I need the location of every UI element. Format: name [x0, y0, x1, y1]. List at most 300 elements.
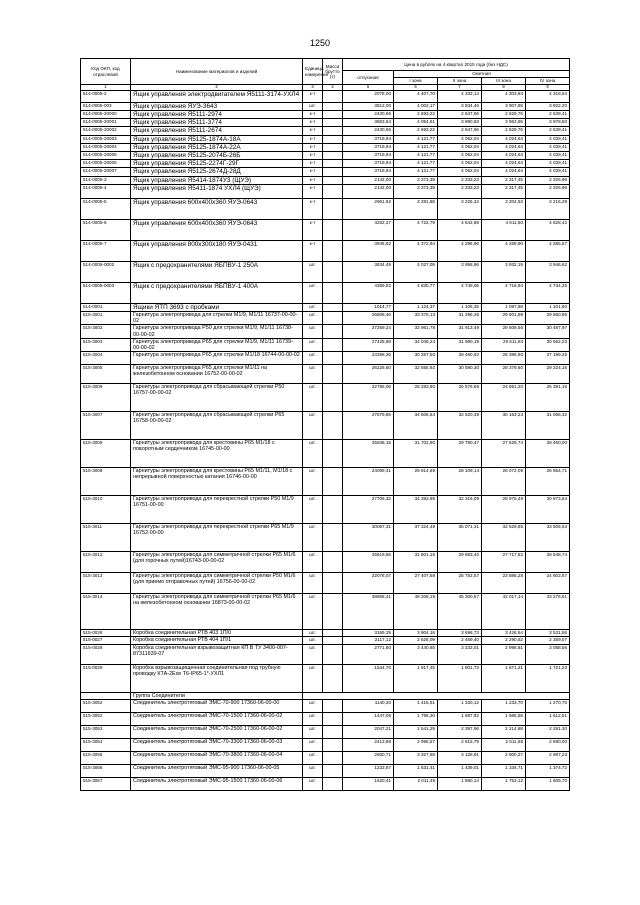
item-unit: шт. [303, 352, 323, 365]
table-row [81, 573, 570, 594]
group-code-cell [81, 692, 131, 699]
item-mass [323, 219, 343, 240]
item-mass [323, 725, 343, 738]
item-code: 514-0005-5 [81, 198, 131, 219]
table-row [81, 111, 570, 119]
price-zone-1: 33 375,13 [394, 312, 438, 325]
price-zone-2: 3 128,91 [438, 751, 482, 764]
table-row [81, 352, 570, 365]
item-name: Гарнитура электропривода Р65 для стрелки М1/18 16744-00-00-02 [131, 352, 303, 365]
price-zone-4: 2 281,30 [526, 725, 570, 738]
header-zone-1: I зона [394, 78, 438, 85]
price-zone-2: 1 105,35 [438, 303, 482, 311]
item-code: 515-3010 [81, 496, 131, 524]
price-zone-3: 1 753,12 [482, 777, 526, 790]
price-zone-1: 27 407,58 [394, 573, 438, 594]
item-unit: шт. [303, 594, 323, 630]
price-release: 3719,94 [343, 143, 394, 151]
price-zone-1: 4 002,17 [394, 102, 438, 110]
price-zone-4: 27 189,25 [526, 352, 570, 365]
item-unit: шт. [303, 325, 323, 338]
price-zone-4: 4 628,42 [526, 219, 570, 240]
item-mass [323, 637, 343, 644]
table-row [81, 384, 570, 412]
table-row [81, 644, 570, 664]
price-zone-4: 1 612,51 [526, 712, 570, 725]
price-zone-2: 1 330,12 [438, 699, 482, 712]
item-mass [323, 184, 343, 198]
item-mass [323, 325, 343, 338]
price-zone-1: 2 373,39 [394, 176, 438, 184]
price-zone-4: 29 224,16 [526, 365, 570, 384]
price-zone-1: 48 209,19 [394, 594, 438, 630]
item-code: 514-0005-20000 [81, 111, 131, 119]
item-code: 515-0028 [81, 644, 131, 664]
price-zone-2: 29 883,40 [438, 552, 482, 573]
table-row [81, 184, 570, 198]
price-zone-2: 2 333,23 [438, 184, 482, 198]
price-zone-4: 31 066,32 [526, 412, 570, 440]
price-release: 4262,37 [343, 219, 394, 240]
price-zone-2: 28 109,14 [438, 468, 482, 496]
price-zone-1: 32 555,92 [394, 365, 438, 384]
item-name: Ящик управления Я5111-2674 [131, 127, 303, 135]
price-zone-2: 3 696,73 [438, 630, 482, 637]
price-zone-3: 27 629,74 [482, 440, 526, 468]
header-zone-4: IV зона [526, 78, 570, 85]
header-release: отпускная [343, 71, 394, 85]
item-name: Гарнитуры электропривода для симметричной стрелки Р50 М1/6 (для приемо отправочных путей) 16756-00-00-02 [131, 573, 303, 594]
price-zone-3: 2 317,45 [482, 184, 526, 198]
item-unit: к-т [303, 184, 323, 198]
item-mass [323, 644, 343, 664]
price-zone-3: 4 611,50 [482, 219, 526, 240]
header-prices-title: Цена в рублях на 4 квартал 2015 года (без НДС) [343, 59, 570, 71]
item-unit: шт. [303, 751, 323, 764]
price-zone-4: 4 285,57 [526, 240, 570, 261]
item-code: 514-0005-4 [81, 184, 131, 198]
table-row [81, 261, 570, 282]
price-zone-4: 1 805,70 [526, 777, 570, 790]
table-header [81, 59, 570, 91]
table-row [81, 325, 570, 338]
item-code: 515-3005 [81, 365, 131, 384]
item-mass [323, 365, 343, 384]
item-unit: шт. [303, 630, 323, 637]
item-code: 515-0027 [81, 637, 131, 644]
item-unit: к-т [303, 90, 323, 102]
price-zone-3: 2 317,45 [482, 176, 526, 184]
table-body [81, 90, 570, 790]
item-code: 515-3054 [81, 738, 131, 751]
price-zone-1: 31 801,15 [394, 552, 438, 573]
price-zone-4: 33 505,63 [526, 524, 570, 552]
price-zone-4: 3 531,56 [526, 630, 570, 637]
item-mass [323, 738, 343, 751]
item-unit: к-т [303, 176, 323, 184]
price-zone-3: 29 601,98 [482, 312, 526, 325]
price-zone-1: 3 904,16 [394, 630, 438, 637]
price-zone-4: 2 639,41 [526, 127, 570, 135]
item-name: Ящик управления Я5111-2974 [131, 111, 303, 119]
price-zone-1: 1 531,41 [394, 764, 438, 777]
price-zone-3: 4 716,94 [482, 282, 526, 303]
price-zone-4: 4 039,41 [526, 168, 570, 176]
price-zone-3: 3 907,88 [482, 102, 526, 110]
price-zone-3: 2 998,81 [482, 644, 526, 664]
table-row [81, 412, 570, 440]
item-mass [323, 312, 343, 325]
table-row [81, 365, 570, 384]
price-zone-2: 29 790,47 [438, 440, 482, 468]
price-zone-3: 1 097,88 [482, 303, 526, 311]
price-zone-3: 4 269,90 [482, 240, 526, 261]
item-code: 514-0005-003 [81, 102, 131, 110]
table-row [81, 168, 570, 176]
item-name: Гарнитуры электропривода для сбрасывающей стрелки Р50 16757-00-00-02 [131, 384, 303, 412]
header-code: Код ОКП, код отраслевой [81, 59, 131, 85]
price-zone-4: 2 325,96 [526, 176, 570, 184]
price-zone-2: 31 990,19 [438, 338, 482, 351]
table-row [81, 637, 570, 644]
item-unit: шт. [303, 468, 323, 496]
price-zone-4: 4 039,41 [526, 152, 570, 160]
price-zone-4: 28 460,00 [526, 440, 570, 468]
item-code: 515-3006 [81, 384, 131, 412]
column-number: 3 [303, 85, 323, 91]
table-row [81, 135, 570, 143]
item-name: Ящик управления 800х300х180 ЯУЭ-0431 [131, 240, 303, 261]
item-name: Ящик управления Я5125-2674Д-28Д [131, 168, 303, 176]
table-row [81, 160, 570, 168]
price-zone-2: 2 333,23 [438, 176, 482, 184]
price-zone-2: 2 647,66 [438, 127, 482, 135]
table-row [81, 524, 570, 552]
item-mass [323, 102, 343, 110]
item-code: 515-3004 [81, 352, 131, 365]
price-zone-3: 29 975,49 [482, 496, 526, 524]
item-code: 515-0026 [81, 630, 131, 637]
price-zone-3: 4 303,84 [482, 90, 526, 102]
price-zone-3: 3 963,95 [482, 119, 526, 127]
price-zone-3: 26 072,09 [482, 468, 526, 496]
price-zone-1: 4 121,77 [394, 168, 438, 176]
item-mass [323, 303, 343, 311]
price-zone-1: 3 281,86 [394, 198, 438, 219]
item-mass [323, 127, 343, 135]
item-mass [323, 468, 343, 496]
price-zone-2: 4 333,14 [438, 90, 482, 102]
price-release: 38858,41 [343, 594, 394, 630]
item-mass [323, 712, 343, 725]
price-zone-2: 1 890,14 [438, 777, 482, 790]
item-name: Ящик управления Я5125-1874А-18А [131, 135, 303, 143]
item-code: 515-3052 [81, 699, 131, 712]
price-zone-3: 2 629,76 [482, 111, 526, 119]
item-name: Гарнитуры электропривода для перекрестной стрелки Р50 М1/9 16751-00-00 [131, 496, 303, 524]
price-zone-3: 24 651,20 [482, 384, 526, 412]
price-release: 2078,00 [343, 90, 394, 102]
item-code: 515-0029 [81, 664, 131, 692]
item-name: Ящик управления Я5111-3774 [131, 119, 303, 127]
item-name: Ящик управления Я5125-1874А-22А [131, 143, 303, 151]
price-release: 2650,71 [343, 751, 394, 764]
item-name: Ящик управления Я5125-2274Г-29Г [131, 160, 303, 168]
item-code: 514-0005-0002 [81, 261, 131, 282]
item-unit: шт. [303, 552, 323, 573]
item-name: Ящик управления 600х400х360 ЯУЭ-0643 [131, 198, 303, 219]
price-zone-1: 31 702,90 [394, 440, 438, 468]
price-zone-1: 2 996,57 [394, 738, 438, 751]
header-name: Наименование материалов и изделий [131, 59, 303, 85]
price-release: 1140,30 [343, 699, 394, 712]
price-zone-4: 29 660,95 [526, 312, 570, 325]
price-zone-2: 2 815,79 [438, 738, 482, 751]
item-code: 515-3056 [81, 764, 131, 777]
table-row [81, 738, 570, 751]
table-row [81, 119, 570, 127]
table-row [81, 143, 570, 151]
price-zone-1: 1 415,51 [394, 699, 438, 712]
price-zone-4: 25 391,16 [526, 384, 570, 412]
price-zone-1: 30 267,50 [394, 352, 438, 365]
item-unit: шт. [303, 664, 323, 692]
item-name: Соединитель электротяговый ЭМС-95-900 17360-06-00-05 [131, 764, 303, 777]
item-code: 515-3009 [81, 468, 131, 496]
price-zone-4: 28 548,74 [526, 552, 570, 573]
header-estimate: Сметная [394, 71, 570, 78]
item-unit: шт. [303, 637, 323, 644]
table-row [81, 240, 570, 261]
price-zone-3: 30 163,24 [482, 412, 526, 440]
price-zone-1: 3 440,65 [394, 644, 438, 664]
item-unit: шт. [303, 261, 323, 282]
column-number: 7 [438, 85, 482, 91]
group-empty-cell [303, 692, 570, 699]
item-name: Коробка соединительная взрывозащитная КП В ТУ 3400-007-87311639-07 [131, 644, 303, 664]
item-unit: шт. [303, 365, 323, 384]
item-mass [323, 352, 343, 365]
price-zone-2: 4 749,05 [438, 282, 482, 303]
table-row [81, 176, 570, 184]
price-zone-3: 42 017,14 [482, 594, 526, 630]
price-zone-3: 3 932,19 [482, 261, 526, 282]
price-release: 2047,21 [343, 725, 394, 738]
column-number: 5 [343, 85, 394, 91]
item-name: Ящик управления Я5411-1874 УХЛ4 (ЩУЭ) [131, 184, 303, 198]
price-zone-3: 1 565,58 [482, 712, 526, 725]
item-mass [323, 135, 343, 143]
price-zone-2: 3 934,46 [438, 102, 482, 110]
table-row [81, 664, 570, 692]
price-zone-1: 1 917,45 [394, 664, 438, 692]
item-code: 514-0005-20001 [81, 119, 131, 127]
table-row [81, 712, 570, 725]
price-zone-4: 3 946,62 [526, 261, 570, 282]
price-release: 25619,56 [343, 552, 394, 573]
price-zone-2: 35 071,31 [438, 524, 482, 552]
price-zone-4: 2 639,41 [526, 111, 570, 119]
price-release: 27259,24 [343, 325, 394, 338]
table-row [81, 127, 570, 135]
table-row [81, 440, 570, 468]
item-name: Ящик управления Я5125-2074Б-26Б [131, 152, 303, 160]
item-unit: шт. [303, 338, 323, 351]
price-zone-2: 3 226,34 [438, 198, 482, 219]
item-code: 514-0005-20005 [81, 152, 131, 160]
price-zone-3: 32 529,85 [482, 524, 526, 552]
item-unit: к-т [303, 119, 323, 127]
column-number: 8 [482, 85, 526, 91]
column-number: 6 [394, 85, 438, 91]
item-mass [323, 119, 343, 127]
header-unit: Единица измерения [303, 59, 323, 85]
price-zone-1: 34 046,24 [394, 338, 438, 351]
price-zone-4: 2 690,00 [526, 738, 570, 751]
price-release: 26228,60 [343, 365, 394, 384]
table-row [81, 198, 570, 219]
price-zone-1: 4 722,79 [394, 219, 438, 240]
item-mass [323, 699, 343, 712]
price-zone-4: 30 562,23 [526, 338, 570, 351]
price-release: 30067,31 [343, 524, 394, 552]
item-unit: шт. [303, 282, 323, 303]
item-unit: шт. [303, 644, 323, 664]
price-zone-1: 3 327,68 [394, 751, 438, 764]
price-release: 3719,94 [343, 160, 394, 168]
item-mass [323, 594, 343, 630]
item-unit: к-т [303, 152, 323, 160]
price-zone-1: 29 914,69 [394, 468, 438, 496]
price-zone-3: 28 379,60 [482, 365, 526, 384]
price-release: 2142,00 [343, 184, 394, 198]
item-mass [323, 90, 343, 102]
table-row [81, 468, 570, 496]
price-zone-3: 4 024,64 [482, 143, 526, 151]
price-zone-2: 28 460,92 [438, 352, 482, 365]
item-name: Гарнитура электропривода Р65 для стрелки М1/11 на железобетонном основании 16752-00-00-02 [131, 365, 303, 384]
item-mass [323, 777, 343, 790]
item-unit: шт. [303, 699, 323, 712]
price-zone-4: 3 978,50 [526, 119, 570, 127]
item-code: 514-0005-20006 [81, 160, 131, 168]
price-release: 3634,49 [343, 261, 394, 282]
item-code: 514-0005-0003 [81, 282, 131, 303]
price-zone-3: 4 024,64 [482, 135, 526, 143]
price-release: 3169,35 [343, 630, 394, 637]
price-zone-2: 4 052,04 [438, 135, 482, 143]
item-mass [323, 524, 343, 552]
item-unit: к-т [303, 198, 323, 219]
price-zone-3: 29 509,56 [482, 325, 526, 338]
header-zone-2: II зона [438, 78, 482, 85]
price-zone-4: 2 359,07 [526, 637, 570, 644]
item-name: Коробка соединительная РТВ 403 1П/0 [131, 630, 303, 637]
price-zone-2: 30 590,30 [438, 365, 482, 384]
price-zone-4: 4 039,41 [526, 135, 570, 143]
price-release: 1620,41 [343, 777, 394, 790]
item-name: Соединитель электротяговый ЭМС-70-1500 17360-06-00-02 [131, 712, 303, 725]
price-zone-4: 4 734,25 [526, 282, 570, 303]
price-release: 22078,07 [343, 573, 394, 594]
item-unit: шт. [303, 524, 323, 552]
item-name: Ящик с предохранителями ЯБПВУ-1 400А [131, 282, 303, 303]
item-name: Соединитель электротяговый ЭМС-70-3300 17360-06-00-03 [131, 738, 303, 751]
item-mass [323, 143, 343, 151]
price-release: 26808,46 [343, 312, 394, 325]
item-mass [323, 664, 343, 692]
price-zone-1: 4 407,70 [394, 90, 438, 102]
item-code: 515-3002 [81, 325, 131, 338]
price-release: 22785,06 [343, 384, 394, 412]
price-zone-1: 4 121,77 [394, 152, 438, 160]
item-code: 514-0005-3 [81, 176, 131, 184]
table-row [81, 751, 570, 764]
item-name: Ящик управления электродвигателем Я5111-3174-УХЛ4 [131, 90, 303, 102]
price-release: 2961,92 [343, 198, 394, 219]
item-unit: шт. [303, 412, 323, 440]
column-number: 2 [131, 85, 303, 91]
item-unit: к-т [303, 219, 323, 240]
column-number: 9 [526, 85, 570, 91]
item-name: Гарнитура электропривода для стрелки М1/9, М1/11 16737-00-00-02 [131, 312, 303, 325]
price-zone-1: 34 606,64 [394, 412, 438, 440]
table-row [81, 552, 570, 573]
price-release: 24099,41 [343, 468, 394, 496]
price-zone-4: 43 276,61 [526, 594, 570, 630]
price-zone-3: 1 671,21 [482, 664, 526, 692]
price-zone-2: 1 801,73 [438, 664, 482, 692]
price-zone-4: 30 487,97 [526, 325, 570, 338]
price-zone-2: 32 316,09 [438, 496, 482, 524]
table-row [81, 496, 570, 524]
price-zone-2: 4 298,96 [438, 240, 482, 261]
price-zone-3: 4 024,64 [482, 152, 526, 160]
item-name: Гарнитуры электропривода для перекрестной стрелки Р65 М1/9 16752-00-00 [131, 524, 303, 552]
item-name: Гарнитуры электропривода для крестовины Р65 М1/18 с поворотным сердечником 16745-00-00 [131, 440, 303, 468]
table-row [81, 219, 570, 240]
table-row [81, 312, 570, 325]
price-release: 24398,36 [343, 352, 394, 365]
item-name: Гарнитуры электропривода для симметричной стрелки Р65 М1/6 (для горочных путей)16743-00-00-02 [131, 552, 303, 573]
item-code: 514-0005-20004 [81, 143, 131, 151]
price-zone-3: 3 204,53 [482, 198, 526, 219]
table-row [81, 630, 570, 637]
price-zone-4: 4 318,64 [526, 90, 570, 102]
price-release: 1014,77 [343, 303, 394, 311]
price-release: 3812,00 [343, 102, 394, 110]
item-code: 514-0001 [81, 303, 131, 311]
price-zone-2: 4 052,04 [438, 160, 482, 168]
item-mass [323, 261, 343, 282]
table-row [81, 725, 570, 738]
page-number: 1250 [309, 38, 331, 48]
item-mass [323, 440, 343, 468]
item-mass [323, 111, 343, 119]
table-row [81, 152, 570, 160]
price-zone-4: 3 216,29 [526, 198, 570, 219]
item-code: 514-0005-7 [81, 240, 131, 261]
price-zone-3: 3 426,54 [482, 630, 526, 637]
price-zone-1: 2 541,29 [394, 725, 438, 738]
item-code: 514-0005-20003 [81, 135, 131, 143]
item-code: 514-0005-6 [81, 219, 131, 240]
price-zone-2: 25 753,57 [438, 573, 482, 594]
price-release: 3719,94 [343, 135, 394, 143]
price-release: 27425,88 [343, 338, 394, 351]
item-mass [323, 338, 343, 351]
price-zone-3: 2 214,88 [482, 725, 526, 738]
